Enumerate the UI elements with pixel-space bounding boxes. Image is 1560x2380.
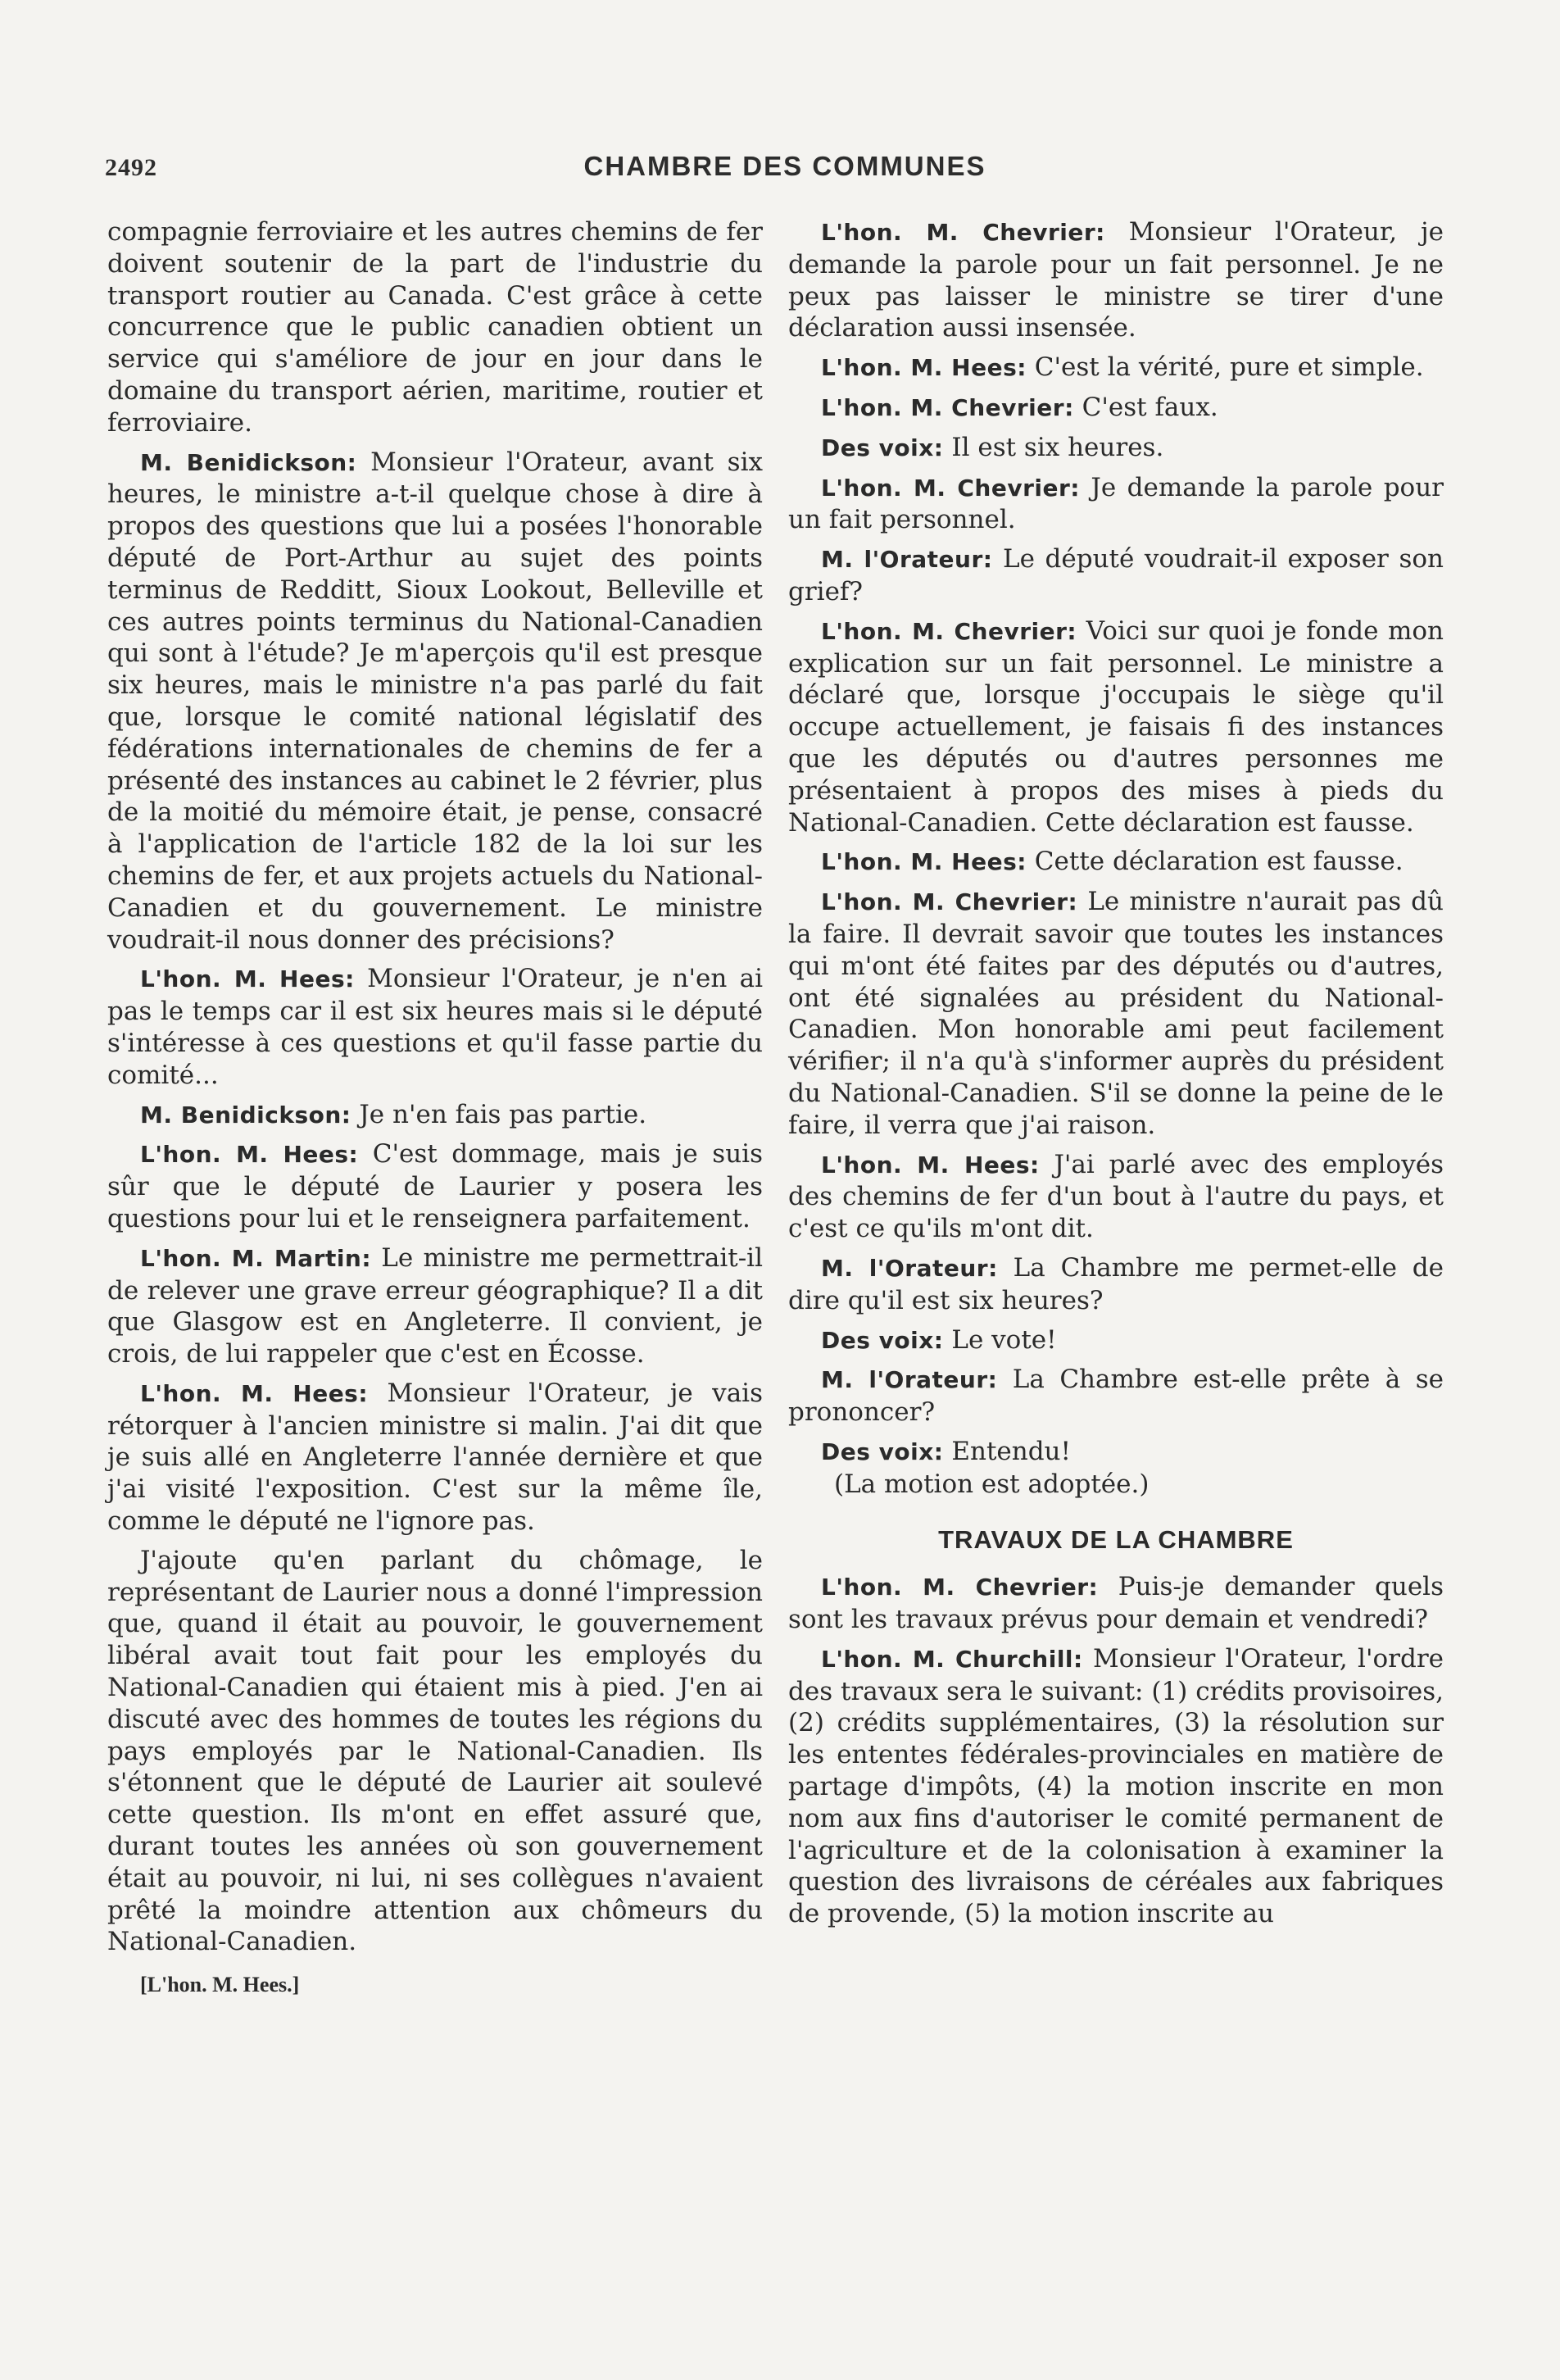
speaker-name: M. l'Orateur: (821, 1366, 998, 1394)
speaker-name: L'hon. M. Hees: (821, 848, 1027, 876)
left-column (107, 216, 763, 2001)
speaker-name: L'hon. M. Chevrier: (821, 219, 1105, 246)
speaker-name: Des voix: (821, 1438, 944, 1465)
paragraph (788, 1364, 1444, 1428)
paragraph (788, 1324, 1444, 1357)
speaker-name: L'hon. M. Chevrier: (821, 474, 1080, 502)
paragraph (788, 1571, 1444, 1636)
speaker-name: L'hon. M. Martin: (140, 1244, 372, 1272)
page-header (105, 148, 1465, 197)
speaker-name: Des voix: (821, 434, 944, 461)
paragraph-text: Monsieur l'Orateur, l'ordre des travaux sera le suivant: (1) crédits provisoires, (2) crédits supplémentaires, (3) la résolution sur les ententes fédérales-provinciales en matière de partage d'impôts, (4) la motion inscrite en mon nom aux fins d'autoriser le comité permanent de l'agriculture et de la colonisation à examiner la question des livraisons de céréales aux fabriques de provende, (5) la motion inscrite au (788, 1643, 1444, 1929)
paragraph (788, 432, 1444, 465)
paragraph (788, 846, 1444, 879)
paragraph (788, 216, 1444, 344)
speaker-name: L'hon. M. Hees: (140, 1141, 359, 1169)
running-head: CHAMBRE DES COMMUNES (583, 151, 986, 181)
speaker-name: Des voix: (821, 1326, 944, 1354)
speaker-attribution: [L'hon. M. Hees.] (140, 1973, 300, 1997)
paragraph-text: La Chambre est-elle prête à se prononcer? (788, 1365, 1444, 1428)
speaker-name: M. Benidickson: (140, 448, 357, 476)
right-column (788, 216, 1444, 1937)
paragraph (788, 1252, 1444, 1317)
paragraph (107, 216, 763, 439)
paragraph (107, 1378, 763, 1537)
paragraph-text: Le député voudrait-il exposer son grief? (788, 544, 1444, 606)
paragraph-text: Je demande la parole pour un fait personnel. (788, 472, 1444, 535)
speaker-name: L'hon. M. Hees: (140, 965, 355, 993)
speaker-name: L'hon. M. Chevrier: (821, 888, 1078, 916)
paragraph-text: Je n'en fais pas partie. (351, 1099, 647, 1129)
paragraph (107, 1545, 763, 1958)
paragraph-text: Puis-je demander quels sont les travaux prévus pour demain et vendredi? (788, 1572, 1444, 1635)
paragraph-text: Monsieur l'Orateur, je vais rétorquer à l'ancien ministre si malin. J'ai dit que je suis allé en Angleterre l'année dernière et que j'ai visité l'exposition. C'est sur la même île, comme le député ne l'ignore pas. (107, 1378, 764, 1537)
paragraph-text: C'est faux. (1073, 392, 1218, 422)
paragraph-text: Entendu! (943, 1436, 1071, 1466)
paragraph (107, 1099, 763, 1132)
paragraph-text: C'est dommage, mais je suis sûr que le député de Laurier y posera les questions pour lui et le renseignera parfaitement. (107, 1139, 763, 1233)
paragraph-text: Le ministre n'aurait pas dû la faire. Il devrait savoir que toutes les instances qui m'ont été faites par des députés ou d'autres, ont été signalées au président du National-Canadien. Mon honorable ami peut facilement vérifier; il n'a qu'à s'informer auprès du président du National-Canadien. S'il se donne la peine de le faire, il verra que j'ai raison. (788, 887, 1444, 1140)
paragraph-text: J'ajoute qu'en parlant du chômage, le représentant de Laurier nous a donné l'impression que, quand il était au pouvoir, le gouvernement libéral avait tout fait pour les employés du National-Canadien qui étaient mis à pied. J'en ai discuté avec des hommes de toutes les régions du pays employés par le National-Canadien. Ils s'étonnent que le député de Laurier ait soulevé cette question. Ils m'ont en effet assuré que, durant toutes les années où son gouvernement était au pouvoir, ni lui, ni ses collègues n'avaient prêté la moindre attention aux chômeurs du National-Canadien. (107, 1545, 763, 1957)
paragraph-text: Le vote! (943, 1324, 1057, 1355)
section-heading: TRAVAUX DE LA CHAMBRE (938, 1525, 1294, 1555)
paragraph (788, 352, 1444, 384)
paragraph (788, 615, 1444, 839)
paragraph-text: J'ai parlé avec des employés des chemins de fer d'un bout à l'autre du pays, et c'est ce qu'ils m'ont dit. (788, 1149, 1444, 1244)
paragraph-text: Voici sur quoi je fonde mon explication sur un fait personnel. Le ministre a déclaré que, lorsque j'occupais le siège qu'il occupe actuellement, je faisais fi des instances que les députés ou d'autres personnes me présentaient à propos des mises à pieds du National-Canadien. Cette déclaration est fausse. (788, 615, 1444, 838)
paragraph (107, 1242, 763, 1370)
speaker-name: L'hon. M. Chevrier: (821, 393, 1074, 421)
speaker-name: M. l'Orateur: (821, 546, 993, 574)
paragraph (107, 963, 763, 1091)
speaker-name: L'hon. M. Hees: (821, 1151, 1040, 1179)
paragraph-text: C'est la vérité, pure et simple. (1026, 352, 1424, 383)
paragraph (788, 392, 1444, 425)
paragraph-text: Monsieur l'Orateur, avant six heures, le ministre a-t-il quelque chose à dire à propos des questions que lui a posées l'honorable député de Port-Arthur au sujet des points terminus de Redditt, Sioux Lookout, Belleville et ces autres points terminus du National-Canadien qui sont à l'étude? Je m'aperçois qu'il est presque six heures, mais le ministre n'a pas parlé du fait que, lorsque le comité national législatif des fédérations internationales de chemins de fer a présenté des instances au cabinet le 2 février, plus de la moitié du mémoire était, je pense, consacré à l'application de l'article 182 de la loi sur les chemins de fer, et aux projets actuels du National-Canadien et du gouvernement. Le ministre voudrait-il nous donner des précisions? (107, 447, 763, 955)
paragraph (788, 543, 1444, 608)
paragraph (788, 1643, 1444, 1930)
speaker-name: L'hon. M. Hees: (821, 354, 1027, 382)
paragraph-text: compagnie ferroviaire et les autres chemins de fer doivent soutenir de la part de l'industrie du transport routier au Canada. C'est grâce à cette concurrence que le public canadien obtient un service qui s'améliore de jour en jour dans le domaine du transport aérien, maritime, routier et ferroviaire. (107, 217, 763, 438)
paragraph-text: Monsieur l'Orateur, je n'en ai pas le temps car il est six heures mais si le député s'intéresse à ces questions et qu'il fasse partie du comité... (107, 964, 763, 1090)
speaker-name: M. l'Orateur: (821, 1254, 998, 1282)
paragraph-text: Le ministre me permettrait-il de relever une grave erreur géographique? Il a dit que Glasgow est en Angleterre. Il convient, je crois, de lui rappeler que c'est en Écosse. (107, 1242, 763, 1369)
paragraph-text: La Chambre me permet-elle de dire qu'il est six heures? (788, 1252, 1444, 1315)
paragraph (788, 1436, 1444, 1469)
speaker-name: L'hon. M. Hees: (140, 1379, 369, 1407)
paragraph (107, 1138, 763, 1234)
paragraph (788, 1149, 1444, 1245)
speaker-name: L'hon. M. Chevrier: (821, 617, 1077, 645)
page-number: 2492 (105, 154, 157, 181)
paragraph (788, 886, 1444, 1141)
paragraph (788, 472, 1444, 537)
paragraph-text: Cette déclaration est fausse. (1026, 847, 1404, 877)
motion-note: (La motion est adoptée.) (834, 1469, 1150, 1499)
paragraph-text: Monsieur l'Orateur, je demande la parole pour un fait personnel. Je ne peux pas laisser le ministre se tirer d'une déclaration aussi insensée. (788, 217, 1444, 343)
speaker-name: L'hon. M. Churchill: (821, 1645, 1083, 1673)
speaker-name: M. Benidickson: (140, 1101, 351, 1129)
paragraph-text: Il est six heures. (943, 432, 1164, 462)
paragraph (107, 447, 763, 956)
speaker-name: L'hon. M. Chevrier: (821, 1574, 1099, 1601)
